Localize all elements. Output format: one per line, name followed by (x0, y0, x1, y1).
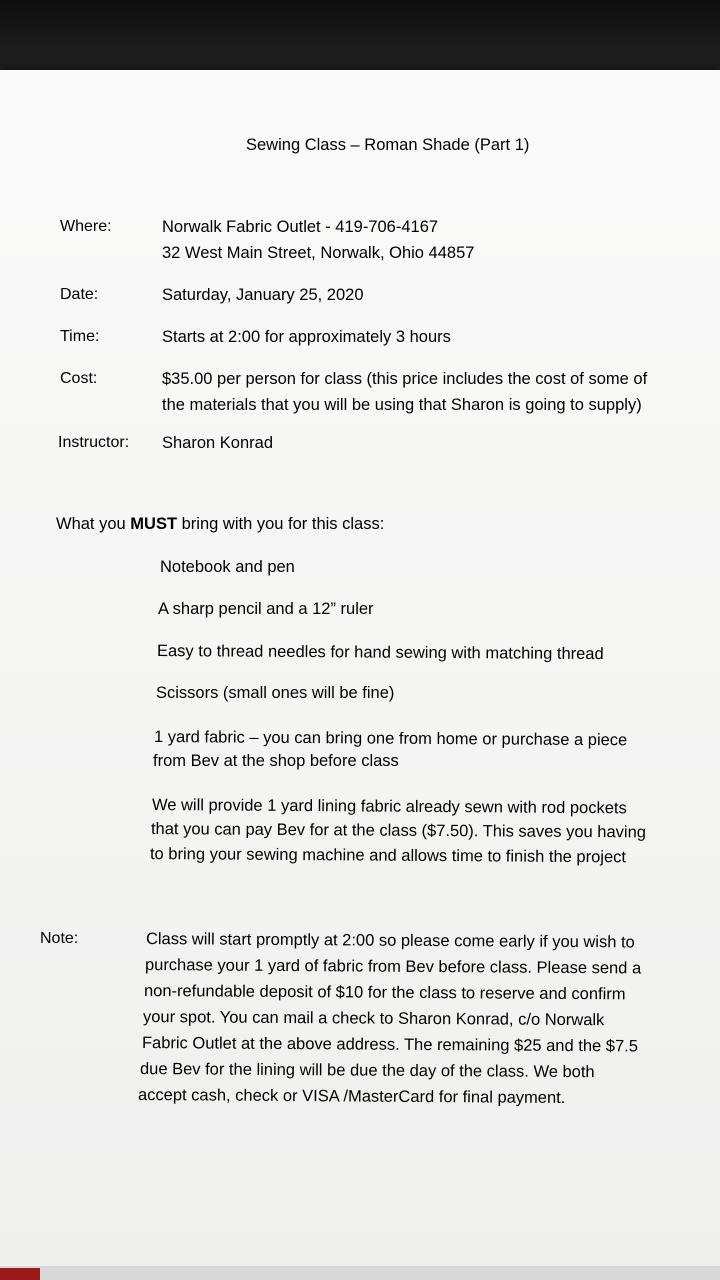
note-line-4: your spot. You can mail a check to Sharon Konrad, c/o Norwalk (142, 1008, 605, 1030)
bring-item-4: Scissors (small ones will be fine) (156, 684, 395, 702)
bring-intro (56, 513, 384, 535)
cost-line-2: the materials that you will be using that Sharon is going to supply) (162, 396, 642, 414)
instructor-value: Sharon Konrad (162, 434, 273, 452)
note-label: Note: (40, 930, 79, 947)
provide-line-2: that you can pay Bev for at the class ($7.50). This saves you having (150, 820, 647, 842)
bring-item-3: Easy to thread needles for hand sewing with matching thread (156, 642, 604, 664)
note-line-6: due Bev for the lining will be due the day of the class. We both (139, 1060, 595, 1082)
cost-label: Cost: (60, 370, 98, 387)
where-label: Where: (60, 218, 112, 235)
note-line-7: accept cash, check or VISA /MasterCard for final payment. (137, 1086, 566, 1107)
note-line-3: non-refundable deposit of $10 for the class to reserve and confirm (143, 982, 626, 1004)
instructor-label: Instructor: (58, 434, 130, 451)
document-title: Sewing Class – Roman Shade (Part 1) (246, 136, 530, 154)
cost-line-1: $35.00 per person for class (this price includes the cost of some of (162, 370, 648, 388)
red-edge (0, 1268, 40, 1280)
time-value: Starts at 2:00 for approximately 3 hours (162, 328, 451, 346)
date-label: Date: (60, 286, 99, 303)
note-line-2: purchase your 1 yard of fabric from Bev before class. Please send a (144, 956, 642, 978)
bring-intro-before: What you (56, 515, 131, 533)
bring-item-2: A sharp pencil and a 12” ruler (158, 600, 374, 618)
bring-item-5-line-2: from Bev at the shop before class (153, 752, 399, 770)
bring-item-1: Notebook and pen (160, 558, 295, 576)
provide-line-3: to bring your sewing machine and allows time to finish the project (149, 845, 627, 867)
provide-line-1: We will provide 1 yard lining fabric already sewn with rod pockets (151, 796, 627, 818)
background-bottom (0, 1266, 720, 1280)
bring-intro-emphasis: MUST (130, 515, 178, 533)
note-line-1: Class will start promptly at 2:00 so please come early if you wish to (145, 930, 635, 952)
time-label: Time: (60, 328, 100, 345)
where-line-1: Norwalk Fabric Outlet - 419-706-4167 (162, 218, 439, 236)
where-line-2: 32 West Main Street, Norwalk, Ohio 44857 (162, 244, 475, 262)
bring-item-5-line-1: 1 yard fabric – you can bring one from home or purchase a piece (153, 728, 628, 750)
bring-intro-after: bring with you for this class: (177, 515, 385, 533)
date-value: Saturday, January 25, 2020 (162, 286, 364, 304)
note-line-5: Fabric Outlet at the above address. The remaining $25 and the $7.5 (141, 1034, 638, 1056)
